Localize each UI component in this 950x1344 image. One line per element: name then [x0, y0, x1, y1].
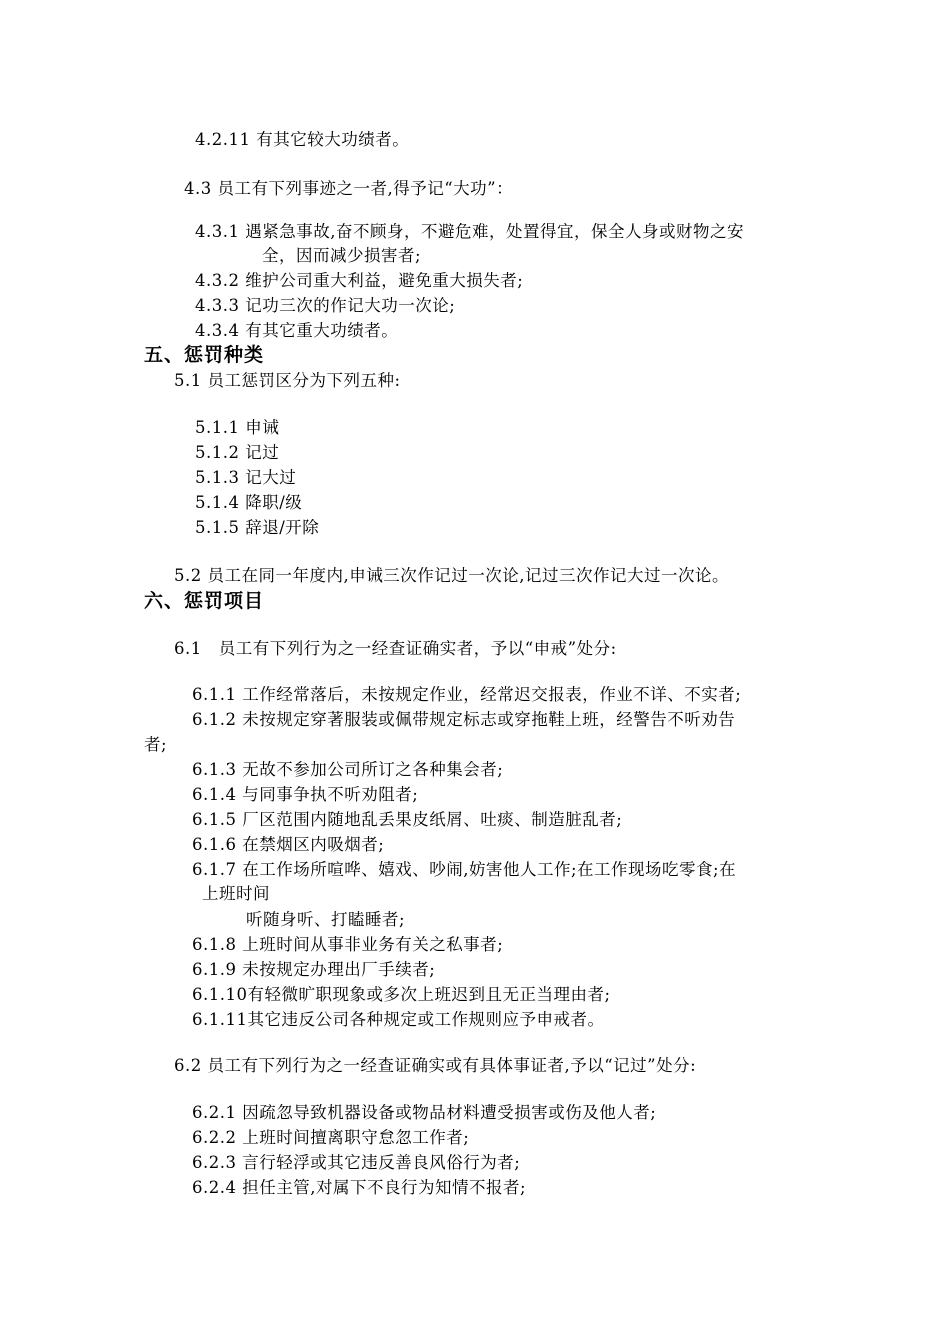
clause-6-2-4: 6.2.4 担任主管,对属下不良行为知情不报者;: [192, 1178, 527, 1197]
clause-6-1-11: 6.1.11其它违反公司各种规定或工作规则应予申戒者。: [192, 1010, 605, 1029]
clause-4-3-1-cont: 全，因而减少损害者;: [262, 246, 422, 265]
clause-6-1: 6.1 员工有下列行为之一经查证确实者，予以“申戒”处分:: [174, 639, 617, 658]
clause-6-1-3: 6.1.3 无故不参加公司所订之各种集会者;: [192, 760, 504, 779]
clause-6-1-9: 6.1.9 未按规定办理出厂手续者;: [192, 960, 436, 979]
clause-6-2-1: 6.2.1 因疏忽导致机器设备或物品材料遭受损害或伤及他人者;: [192, 1103, 657, 1122]
clause-6-1-8: 6.1.8 上班时间从事非业务有关之私事者;: [192, 935, 504, 954]
clause-6-1-5: 6.1.5 厂区范围内随地乱丢果皮纸屑、吐痰、制造脏乱者;: [192, 810, 623, 829]
clause-6-2-2: 6.2.2 上班时间擅离职守怠忽工作者;: [192, 1128, 470, 1147]
clause-6-1-2-cont: 者;: [144, 735, 168, 754]
section-heading-six: 六、惩罚项目: [144, 590, 265, 612]
clause-6-1-6: 6.1.6 在禁烟区内吸烟者;: [192, 835, 385, 854]
clause-6-2-3: 6.2.3 言行轻浮或其它违反善良风俗行为者;: [192, 1153, 521, 1172]
clause-4-2-11: 4.2.11 有其它较大功绩者。: [195, 130, 410, 149]
clause-5-1-5: 5.1.5 辞退/开除: [195, 518, 320, 537]
clause-6-1-1: 6.1.1 工作经常落后，未按规定作业，经常迟交报表，作业不详、不实者;: [192, 685, 742, 704]
clause-6-1-4: 6.1.4 与同事争执不听劝阻者;: [192, 785, 419, 804]
clause-6-1-2: 6.1.2 未按规定穿著服装或佩带规定标志或穿拖鞋上班，经警告不听劝告: [192, 710, 736, 729]
clause-5-1: 5.1 员工惩罚区分为下列五种:: [174, 371, 401, 390]
clause-5-1-4: 5.1.4 降职/级: [195, 493, 303, 512]
clause-4-3-4: 4.3.4 有其它重大功绩者。: [195, 321, 399, 340]
clause-5-1-1: 5.1.1 申诫: [195, 418, 280, 437]
clause-5-1-2: 5.1.2 记过: [195, 443, 280, 462]
clause-4-3-1: 4.3.1 遇紧急事故,奋不顾身，不避危难，处置得宜，保全人身或财物之安: [195, 222, 744, 241]
clause-4-3: 4.3 员工有下列事迹之一者,得予记“大功”：: [184, 179, 514, 198]
clause-4-3-2: 4.3.2 维护公司重大利益，避免重大损失者;: [195, 271, 524, 290]
clause-6-1-10: 6.1.10有轻微旷职现象或多次上班迟到且无正当理由者;: [192, 985, 611, 1004]
clause-6-1-7-cont-1: 上班时间: [202, 884, 270, 903]
clause-4-3-3: 4.3.3 记功三次的作记大功一次论;: [195, 296, 456, 315]
clause-6-2: 6.2 员工有下列行为之一经查证确实或有具体事证者,予以“记过”处分:: [174, 1056, 697, 1075]
clause-6-1-7-cont-2: 听随身听、打瞌睡者;: [246, 910, 406, 929]
clause-6-1-7: 6.1.7 在工作场所喧哗、嬉戏、吵闹,妨害他人工作;在工作现场吃零食;在: [192, 860, 737, 879]
clause-5-2: 5.2 员工在同一年度内,申诫三次作记过一次论,记过三次作记大过一次论。: [174, 566, 729, 585]
section-heading-five: 五、惩罚种类: [144, 344, 265, 366]
clause-5-1-3: 5.1.3 记大过: [195, 468, 297, 487]
